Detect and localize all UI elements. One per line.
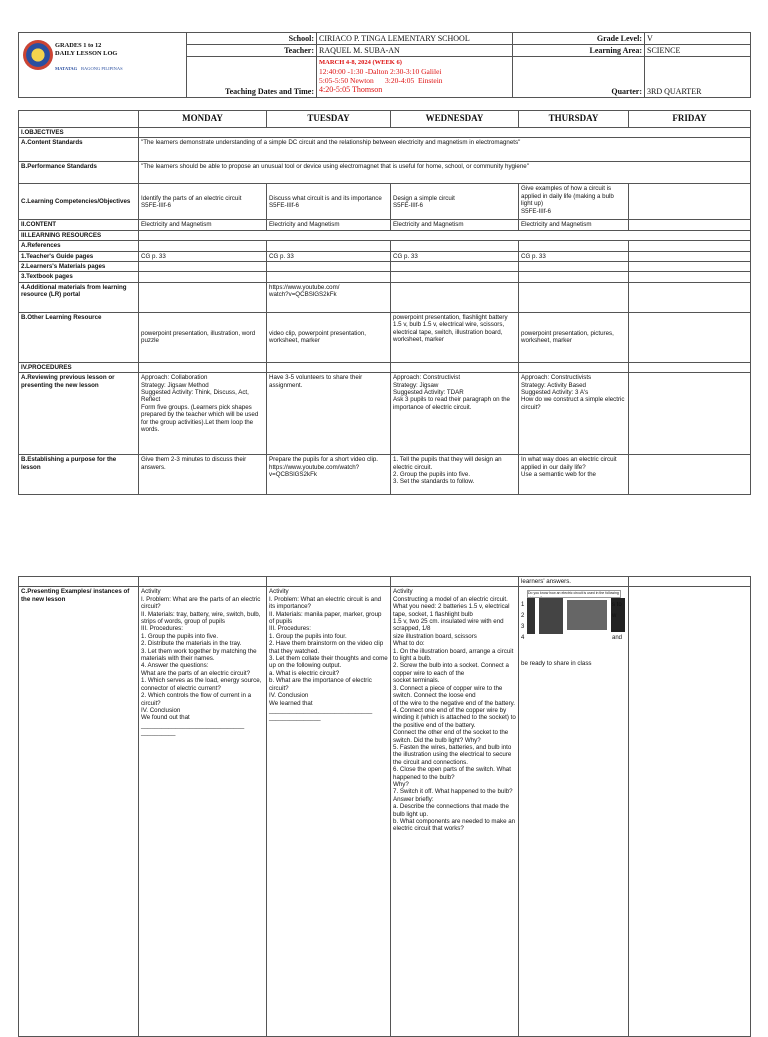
- purpose-tuesday: Prepare the pupils for a short video clip. https://www.youtube.com/watch?v=QCBSlGS2kFk: [267, 455, 391, 495]
- area-label: Learning Area:: [513, 45, 645, 57]
- matatag-logo: MATATAG: [55, 66, 78, 71]
- school-label: School:: [187, 33, 317, 45]
- thursday-top-text: learners' answers.: [519, 577, 629, 587]
- day-thursday: THURSDAY: [519, 111, 629, 128]
- purpose-wednesday: 1. Tell the pupils that they will design an electric circuit. 2. Group the pupils into five. 3. Set the standards to follow.: [391, 455, 519, 495]
- resources-heading: III.LEARNING RESOURCES: [19, 230, 139, 240]
- lesson-table: [18, 110, 751, 495]
- competencies-label: C.Learning Competencies/Objectives: [19, 184, 139, 220]
- content-monday: Electricity and Magnetism: [139, 220, 267, 230]
- additional-wednesday: [391, 282, 519, 312]
- tg-monday: CG p. 33: [139, 251, 267, 261]
- review-friday: [629, 373, 751, 455]
- logo-cell: [19, 33, 187, 98]
- content-standards-label: A.Content Standards: [19, 138, 139, 162]
- additional-materials-label: 4.Additional materials from learning resource (LR) portal: [19, 282, 139, 312]
- review-thursday: Approach: Constructivists Strategy: Activity Based Suggested Activity: 3 A's How do we construct a simple electric circuit?: [519, 373, 629, 455]
- presenting-tuesday: Activity I. Problem: What an electric circuit is and its importance? II. Materials: manila paper, marker, group of pupils III. Procedures: 1. Group the pupils into four. 2. Have them brainstorm on the video clip that they watched. 3. Let them collate their thoughts and come up on the following output. a. What is electric circuit? b. What are the importance of electric circuit? IV. Conclusion We learned that ______________________________ _______________: [267, 587, 391, 1037]
- other-resources-label: B.Other Learning Resource: [19, 312, 139, 362]
- additional-tuesday: https://www.youtube.com/ watch?v=QCBSlGS2kFk: [267, 282, 391, 312]
- deped-seal-icon: [23, 40, 53, 70]
- competency-wednesday: Design a simple circuit S5FE-IIIf-6: [391, 184, 519, 220]
- other-friday: [629, 312, 751, 362]
- other-tuesday: video clip, powerpoint presentation, worksheet, marker: [267, 312, 391, 362]
- grade-value: V: [645, 33, 751, 45]
- day-wednesday: WEDNESDAY: [391, 111, 519, 128]
- additional-monday: [139, 282, 267, 312]
- performance-standards-text: "The learners should be able to propose an unusual tool or device using electromagnet that is useful for home, school, or community hygiene": [139, 162, 751, 184]
- bagong-pilipinas-logo: BAGONG PILIPINAS: [81, 66, 123, 71]
- quarter-value: 3RD QUARTER: [645, 57, 751, 98]
- presenting-label: C.Presenting Examples/ instances of the new lesson: [19, 587, 139, 1037]
- grade-label: Grade Level:: [513, 33, 645, 45]
- purpose-thursday: In what way does an electric circuit applied in our daily life? Use a semantic web for the: [519, 455, 629, 495]
- picture-numbers: 1 2 3 4: [521, 602, 525, 642]
- additional-friday: [629, 282, 751, 312]
- tg-friday: [629, 251, 751, 261]
- procedures-heading: IV.PROCEDURES: [19, 362, 139, 372]
- content-standards-text: "The learners demonstrate understanding of a simple DC circuit and the relationship between electricity and magnetism in electromagnets": [139, 138, 751, 162]
- day-monday: MONDAY: [139, 111, 267, 128]
- presenting-monday: Activity I. Problem: What are the parts of an electric circuit? II. Materials: tray, battery, wire, switch, bulb, strips of words, group of pupils III. Procedures: 1. Group the pupils into five. 2. Distribute the materials in the tray. 3. Let them work together by matching the materials with their names. 4. Answer the questions: What are the parts of an electric circuit? 1. Which serves as the load, energy source, connector of electric current? 2. Which controls the flow of current in a circuit? IV. Conclusion We found out that ______________________________ __________: [139, 587, 267, 1037]
- review-wednesday: Approach: Constructivist Strategy: Jigsaw Suggested Activity: TDAR Ask 3 pupils to read their paragraph on the importance of electric circuit.: [391, 373, 519, 455]
- content-friday: [629, 220, 751, 230]
- header-table: [18, 32, 751, 98]
- competency-tuesday: Discuss what circuit is and its importance S5FE-IIIf-6: [267, 184, 391, 220]
- tg-tuesday: CG p. 33: [267, 251, 391, 261]
- competency-friday: [629, 184, 751, 220]
- corner-cell: [19, 111, 139, 128]
- teacher-value: RAQUEL M. SUBA-AN: [317, 45, 513, 57]
- pictures-caption: Do you know how an electric circuit is used in the following pictures?: [527, 590, 621, 598]
- content-tuesday: Electricity and Magnetism: [267, 220, 391, 230]
- content-label: II.CONTENT: [19, 220, 139, 230]
- objectives-heading: I.OBJECTIVES: [19, 128, 139, 138]
- picture-1: [527, 598, 535, 634]
- purpose-friday: [629, 455, 751, 495]
- tg-wednesday: CG p. 33: [391, 251, 519, 261]
- picture-side-text: s to w and: [612, 602, 623, 642]
- review-tuesday: Have 3-5 volunteers to share their assignment.: [267, 373, 391, 455]
- teacher-label: Teacher:: [187, 45, 317, 57]
- logo-text: GRADES 1 to 12 DAILY LESSON LOG: [55, 42, 118, 57]
- other-wednesday: powerpoint presentation, flashlight battery 1.5 v, bulb 1.5 v, electrical wire, scissors, electrical tape, switch, illustration board, worksheet, marker: [391, 312, 519, 362]
- textbook-pages-label: 3.Textbook pages: [19, 272, 139, 282]
- tg-pages-label: 1.Teacher's Guide pages: [19, 251, 139, 261]
- continuation-table: [18, 576, 751, 1037]
- dates-label: Teaching Dates and Time:: [187, 57, 317, 98]
- additional-thursday: [519, 282, 629, 312]
- content-wednesday: Electricity and Magnetism: [391, 220, 519, 230]
- school-value: CIRIACO P. TINGA LEMENTARY SCHOOL: [317, 33, 513, 45]
- lm-pages-label: 2.Learners's Materials pages: [19, 262, 139, 272]
- review-monday: Approach: Collaboration Strategy: Jigsaw Method Suggested Activity: Think, Discuss, Act, Reflect Form five groups. (Learners pick shapes prepared by the teacher which will be used for the group activities).Let them loop the words.: [139, 373, 267, 455]
- other-thursday: powerpoint presentation, pictures, worksheet, marker: [519, 312, 629, 362]
- content-thursday: Electricity and Magnetism: [519, 220, 629, 230]
- competency-thursday: Give examples of how a circuit is applied in daily life (making a bulb light up) S5FE-IIIf-6: [519, 184, 629, 220]
- purpose-label: B.Establishing a purpose for the lesson: [19, 455, 139, 495]
- reviewing-label: A.Reviewing previous lesson or presenting the new lesson: [19, 373, 139, 455]
- quarter-label: Quarter:: [513, 57, 645, 98]
- references-label: A.References: [19, 241, 139, 251]
- picture-3: [567, 600, 607, 630]
- area-value: SCIENCE: [645, 45, 751, 57]
- presenting-thursday-text: be ready to share in class: [521, 660, 592, 668]
- presenting-thursday: [519, 587, 629, 1037]
- purpose-monday: Give them 2-3 minutes to discuss their answers.: [139, 455, 267, 495]
- picture-2: [539, 598, 563, 634]
- day-tuesday: TUESDAY: [267, 111, 391, 128]
- performance-standards-label: B.Performance Standards: [19, 162, 139, 184]
- dates-value: MARCH 4-8, 2024 (WEEK 6) 12:40:00 -1:30 -Dalton 2:30-3:10 Galilei 5:05-5:50 Newton 3:20-4:05 Einstein 4:20-5:05 Thomson: [317, 57, 513, 98]
- competency-monday: Identify the parts of an electric circuit S5FE-IIIf-6: [139, 184, 267, 220]
- day-friday: FRIDAY: [629, 111, 751, 128]
- presenting-wednesday: Activity Constructing a model of an electric circuit. What you need: 2 batteries 1.5 v, electrical tape, socket, 1 flashlight bulb 1.5 v, two 25 cm. insulated wire with end scrapped, 1/8 size illustration board, scissors What to do: 1. On the illustration board, arrange a circuit to light a bulb. 2. Screw the bulb into a socket. Connect a copper wire to each of the socket terminals. 3. Connect a piece of copper wire to the switch. Connect the loose end of the wire to the negative end of the battery. 4. Connect one end of the copper wire by winding it (which is attached to the socket) to the positive end of the battery. Connect the other end of the socket to the switch. Did the bulb light? Why? 5. Fasten the wires, batteries, and bulb into the illustration using the electrical to secure the circuit and connections. 6. Close the open parts of the switch. What happened to the bulb? Why? 7. Switch it off. What happened to the bulb? Answer briefly: a. Describe the connections that made the bulb light up. b. What components are needed to make an electric circuit that works?: [391, 587, 519, 1037]
- other-monday: powerpoint presentation, illustration, word puzzle: [139, 312, 267, 362]
- tg-thursday: CG p. 33: [519, 251, 629, 261]
- circuit-pictures: [521, 588, 626, 660]
- presenting-friday: [629, 587, 751, 1037]
